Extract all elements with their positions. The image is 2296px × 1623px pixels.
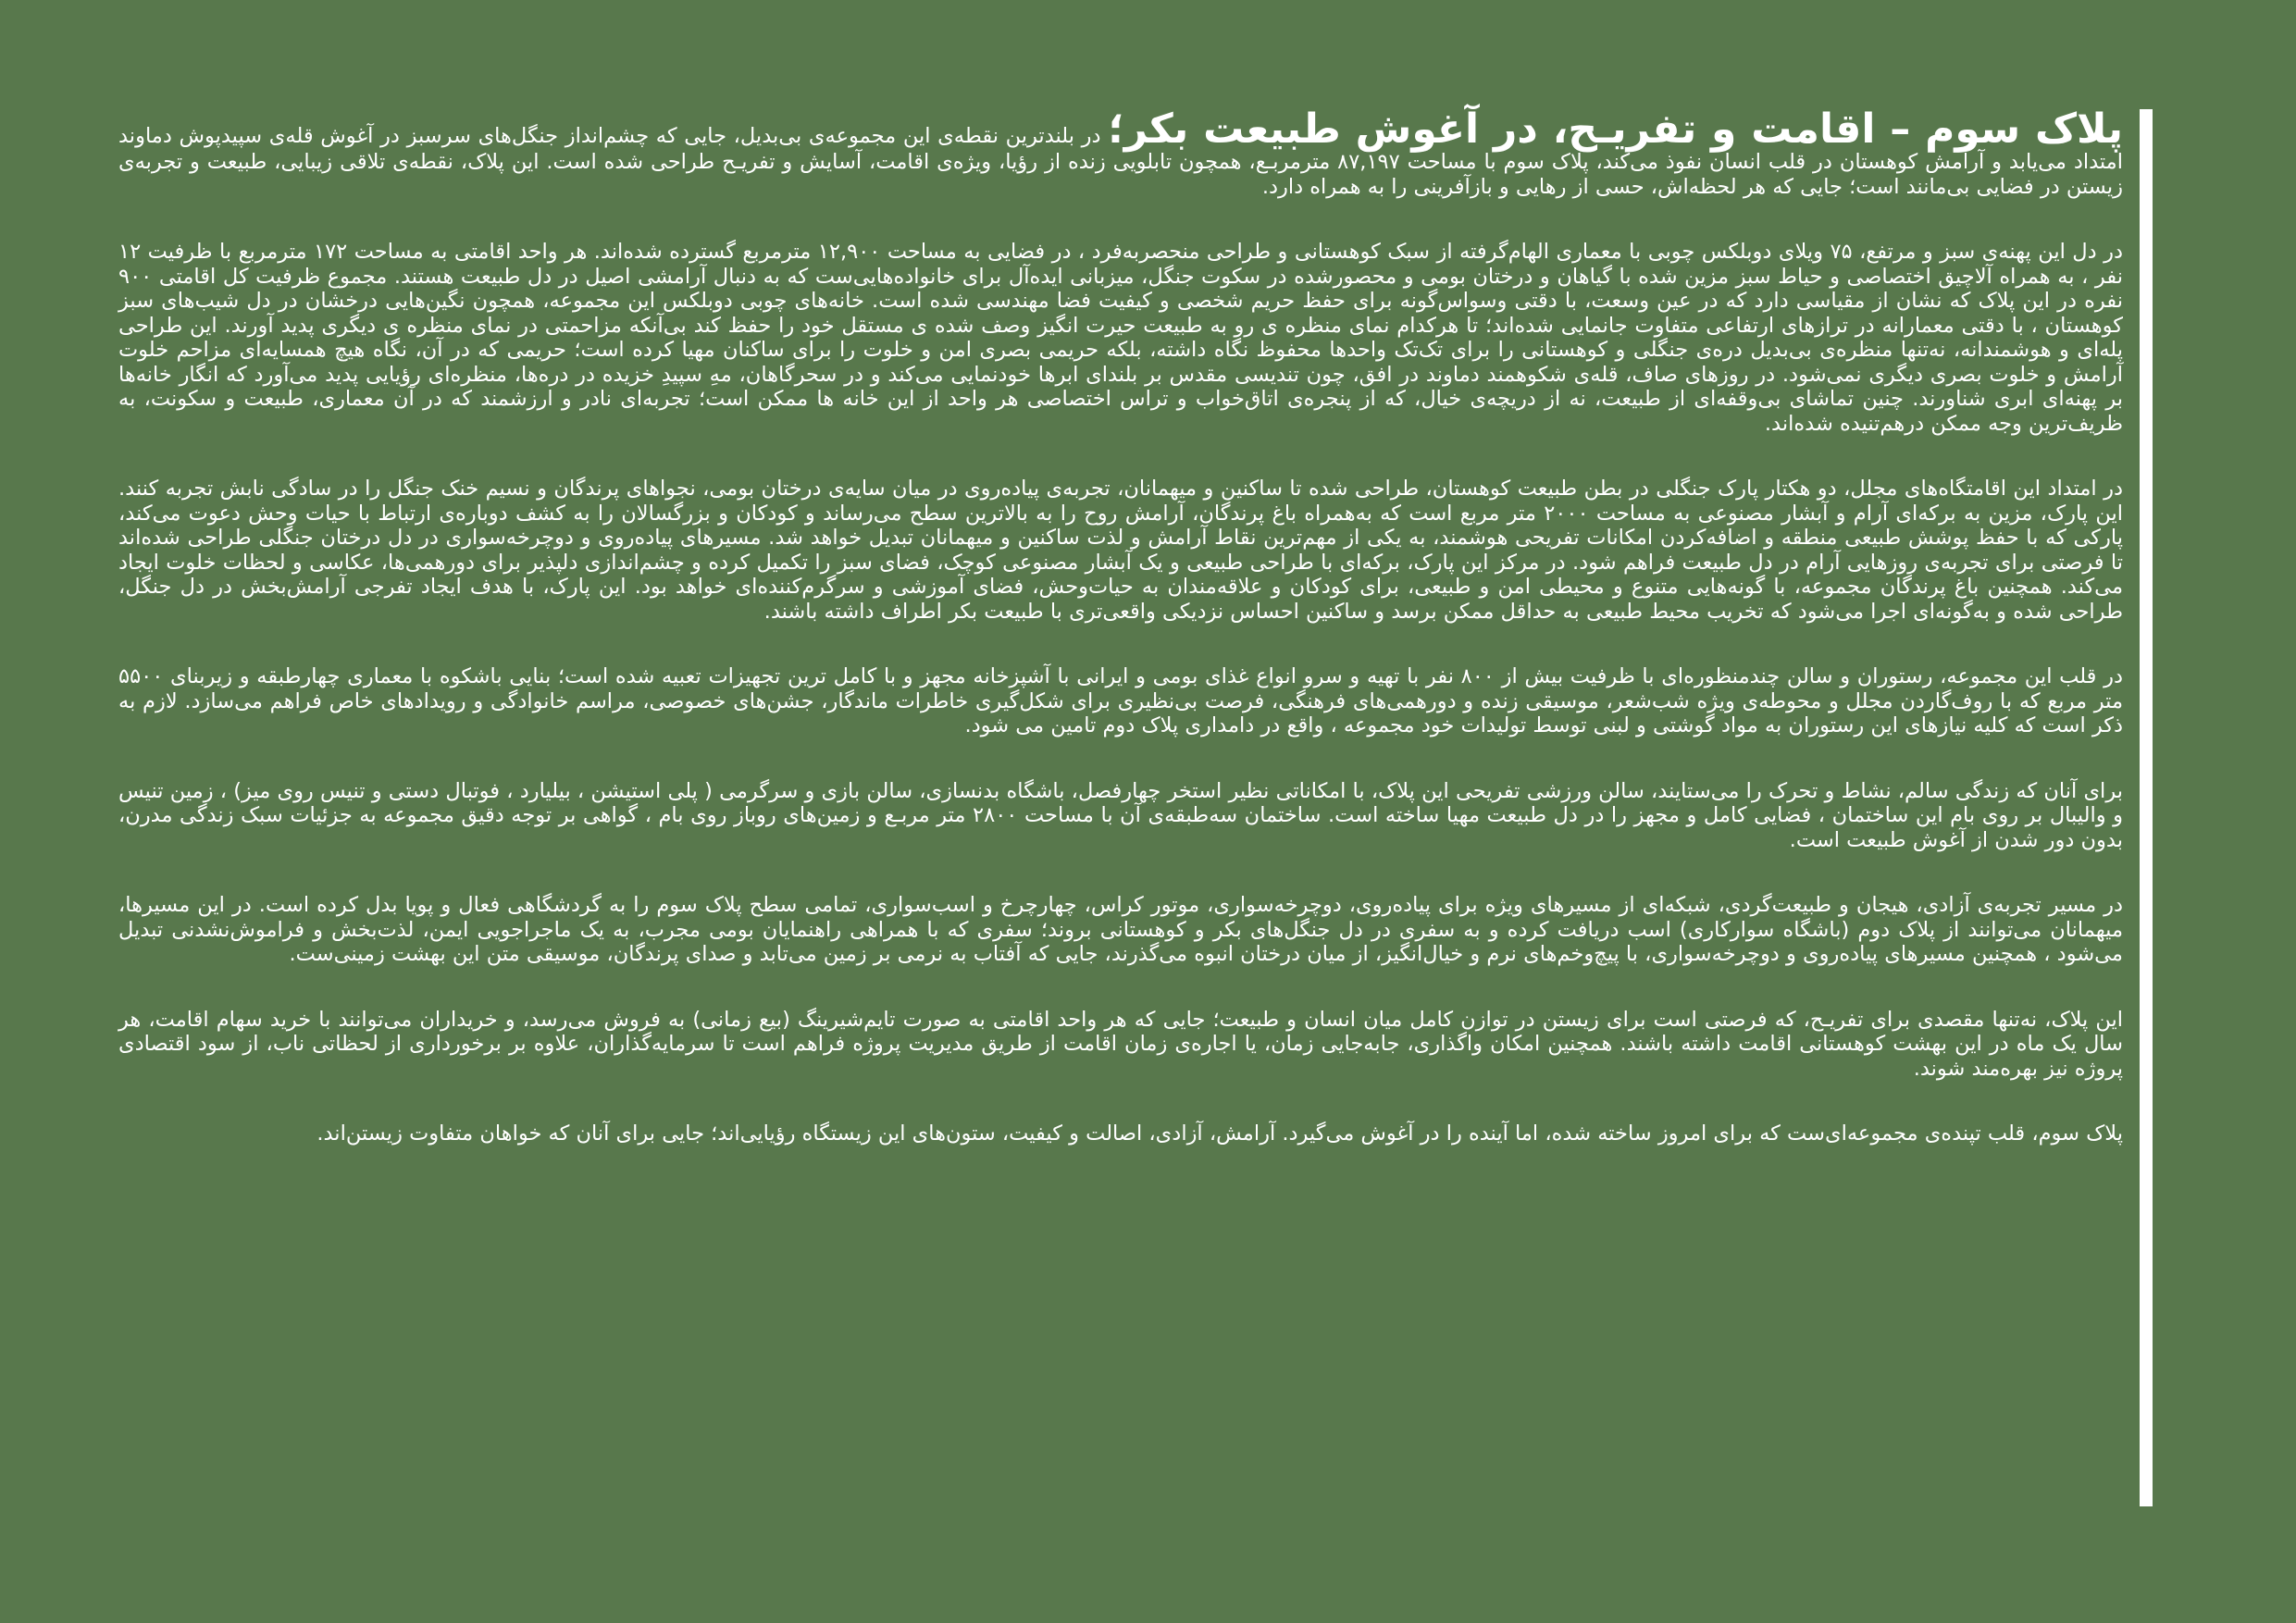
paragraph-restaurant: در قلب این مجموعه، رستوران و سالن چندمنظوره‌ای با ظرفیت بیش از ۸۰۰ نفر با تهیه و سرو انواع غذای بومی و ایرانی با آشپزخانه مجهز و با کامل ترین تجهیزات تعبیه شده است؛ بنایی باشکوه با معماری چهارطبقه و زیربنای ۵۵۰۰ متر مربع که با روف‌گاردن مجلل و محوطه‌ی ویژه شب‌شعر، موسیقی زنده و دورهمی‌های فرهنگی، فرصت بی‌نظیری برای شکل‌گیری خاطرات ماندگار، جشن‌های خصوصی، مراسم خانوادگی و رویدادهای خاص فراهم می‌سازد. لازم به ذکر است که کلیه نیازهای این رستوران به مواد گوشتی و لبنی توسط تولیدات خود مجموعه ، واقع در دامداری پلاک دوم تامین می شود. xyxy=(118,664,2123,737)
paragraph-forest-park: در امتداد این اقامتگاه‌های مجلل، دو هکتار پارک جنگلی در بطن طبیعت کوهستان، طراحی شده تا ساکنین و میهمانان، تجربه‌ی پیاده‌روی در میان سایه‌ی درختان بومی، نجواهای پرندگان و نسیم خنک جنگل را در سادگی نابش تجربه کنند. این پارک، مزین به برکه‌ای آرام و آبشار مصنوعی به مساحت ۲۰۰۰ متر مربع است که به‌همراه باغ پرندگان، آرامش روح را به بالاترین سطح می‌رساند و کودکان و بزرگسالان را به کشف دوباره‌ی ارتباط با حیات وحش دعوت می‌کند، پارکی که با حفظ پوشش طبیعی منطقه و اضافه‌کردن امکانات تفریحی هوشمند، به یکی از مهم‌ترین نقاط آرامش و لذت ساکنین و میهمانان تبدیل خواهد شد. مسیرهای پیاده‌روی و دوچرخه‌سواری در دل درختان جنگلی طراحی شده‌اند تا فرصتی برای تجربه‌ی روزهایی آرام در دل طبیعت فراهم شود. در مرکز این پارک، برکه‌ای با طراحی طبیعی و یک آبشار مصنوعی کوچک، فضای سبز را تکمیل کرده و چشم‌اندازی دلپذیر برای دورهمی‌ها، عکاسی و لحظات خلوت ایجاد می‌کند. همچنین باغ پرندگان مجموعه، با گونه‌هایی متنوع و محیطی امن و طبیعی، برای کودکان و علاقه‌مندان به حیات‌وحش، فضای آموزشی و سرگرم‌کننده‌ای خواهد بود. این پارک، با هدف ایجاد تفرجی آرامش‌بخش در دل جنگل، طراحی شده و به‌گونه‌ای اجرا می‌شود که تخریب محیط طبیعی به حداقل ممکن برسد و ساکنین احساس نزدیکی واقعی‌تری با طبیعت بکر اطراف داشته باشند. xyxy=(118,477,2123,624)
intro-text: در بلندترین نقطه‌ی این مجموعه‌ی بی‌بدیل، جایی که چشم‌انداز جنگل‌های سرسبز در آغوش قله‌ی سپیدپوش دماوند امتداد می‌یابد و آرامش کوهستان در قلب انسان نفوذ می‌کند، پلاک سوم با مساحت ۸۷,۱۹۷ مترمربـع، همچون تابلویی زنده از رؤیا، ویژه‌ی اقامت، آسایش و تفریـح طراحی شده است. این پلاک، نقطه‌ی تلاقی زیبایی، طبیعت و تجربه‌ی زیستن در فضایی بی‌مانند است؛ جایی که هر لحظه‌اش، حسی از رهایی و بازآفرینی را به همراه دارد. xyxy=(118,124,2123,199)
intro-paragraph xyxy=(118,105,2123,199)
paragraph-sports-hall: برای آنان که زندگی سالم، نشاط و تحرک را می‌ستایند، سالن ورزشی تفریحی این پلاک، با امکاناتی نظیر استخر چهارفصل، باشگاه بدنسازی، سالن بازی و سرگرمی ( پلی استیشن ، بیلیارد ، فوتبال دستی و تنیس روی میز) ، زمین تنیس و والیبال بر روی بام این ساختمان ، فضایی کامل و مجهز را در دل طبیعت مهیا ساخته است. ساختمان سه‌طبقه‌ی آن با مساحت ۲۸۰۰ متر مربـع و زمین‌های روباز روی بام ، گواهی بر توجه دقیق مجموعه به جزئیات سبک زندگی مدرن، بدون دور شدن از آغوش طبیعت است. xyxy=(118,778,2124,852)
headline: پلاک سوم – اقامت و تفریـح، در آغوش طبیعت بکر؛ xyxy=(1108,105,2123,153)
article xyxy=(118,105,2124,1187)
paragraph-conclusion: پلاک سوم، قلب تپنده‌ی مجموعه‌ای‌ست که برای امروز ساخته شده، اما آینده را در آغوش می‌گیرد. آرامش، آزادی، اصالت و کیفیت، ستون‌های این زیستگاه رؤیایی‌اند؛ جایی برای آنان که خواهان متفاوت زیستن‌اند. xyxy=(316,1121,2123,1146)
accent-bar xyxy=(2140,109,2153,1506)
paragraph-villas: در دل این پهنه‌ی سبز و مرتفع، ۷۵ ویلای دوبلکس چوبی با معماری الهام‌گرفته از سبک کوهستانی و طراحی منحصربه‌فرد ، در فضایی به مساحت ۱۲,۹۰۰ مترمربع گسترده شده‌اند. هر واحد اقامتی به مساحت ۱۷۲ مترمربع با ظرفیت ۱۲ نفر ، به همراه آلاچیق اختصاصی و حیاط سبز مزین شده با گیاهان و درختان بومی و محصورشده در سکوت جنگل، میزبانی ایده‌آل برای خانواده‌هایی‌ست که به دنبال آرامشی اصیل در دل طبیعت هستند. مجموع ظرفیت کل اقامتی ۹۰۰ نفره در این پلاک که نشان از مقیاسی دارد که در عین وسعت، با دقتی وسواس‌گونه برای حفظ حریم شخصی و کیفیت فضا مهندسی شده است. خانه‌های چوبی دوبلکس این مجموعه، همچون نگین‌هایی درخشان در دل شیب‌های سبز کوهستان ، با دقتی معمارانه در ترازهای ارتفاعی متفاوت جانمایی شده‌اند؛ تا هرکدام نمای منظره ی رو به طبیعت حیرت انگیز وصف شده ی مستقل خود را حفظ کند بی‌آنکه مزاحمتی در نمای منظره ی دیگری پدید آورند. این طراحی پله‌ای و هوشمندانه، نه‌تنها منظره‌ی بی‌بدیل دره‌ی جنگلی و کوهستانی را برای تک‌تک واحدها محفوظ نگاه داشته، بلکه حریمی بصری امن و خلوت را برای ساکنان مهیا کرده است؛ حریمی که در آن، نگاه هیچ همسایه‌ای مزاحم خلوت آرامش و خلوت بصری دیگری نمی‌شود. در روزهای صاف، قله‌ی شکوهمند دماوند در افق، چون تندیسی مقدس بر بلندای ابرها خودنمایی می‌کند و در سحرگاهان، مهِ سپیدِ خزیده در دره‌ها، منظره‌ای رؤیایی پدید می‌آورد که انگار خانه‌ها بر پهنه‌ای ابری شناورند. چنین تماشای بی‌وقفه‌ای از طبیعت، نه از دریچه‌ی خیال، که از پنجره‌ی اتاق‌خواب و تراس اختصاصی هر واحد از این خانه ها ممکن است؛ تجربه‌ای نادر و ارزشمند که در آن معماری، طبیعت و سکونت، به ظریف‌ترین وجه ممکن درهم‌تنیده شده‌اند. xyxy=(118,240,2123,436)
paragraph-trails: در مسیر تجربه‌ی آزادی، هیجان و طبیعت‌گردی، شبکه‌ای از مسیرهای ویژه برای پیاده‌روی، دوچرخه‌سواری، موتور کراس، چهارچرخ و اسب‌سواری، تمامی سطح پلاک سوم را به گردشگاهی فعال و پویا بدل کرده است. در این مسیرها، میهمانان می‌توانند از پلاک دوم (باشگاه سوارکاری) اسب دریافت کرده و به سفری در دل جنگل‌های بکر و کوهستانی بروند؛ سفری که با همراهی راهنمایان بومی مجرب، به یک ماجراجویی ایمن، لذت‌بخش و فراموش‌نشدنی تبدیل می‌شود ، همچنین مسیرهای پیاده‌روی و دوچرخه‌سواری، با پیچ‌وخم‌های نرم و خیال‌انگیز، از میان درختان انبوه می‌گذرند، جایی که آفتاب به نرمی بر زمین می‌تابد و صدای پرندگان، موسیقی متن این بهشت زمینی‌ست. xyxy=(118,893,2123,966)
paragraph-timesharing: این پلاک، نه‌تنها مقصدی برای تفریـح، که فرصتی است برای زیستن در توازن کامل میان انسان و طبیعت؛ جایی که هر واحد اقامتی به صورت تایم‌شیرینگ (بیع زمانی) به فروش می‌رسد، و خریداران می‌توانند با خرید سهام اقامت، هر سال یک ماه در این بهشت کوهستانی اقامت داشته باشند. همچنین امکان واگذاری، جابه‌جایی زمان، یا اجاره‌ی زمان اقامت از طریق مدیریت پروژه فراهم است تا سرمایه‌گذاران، علاوه بر برخورداری از لحظاتی ناب، از سود اقتصادی پروژه نیز بهره‌مند شوند. xyxy=(118,1007,2123,1081)
